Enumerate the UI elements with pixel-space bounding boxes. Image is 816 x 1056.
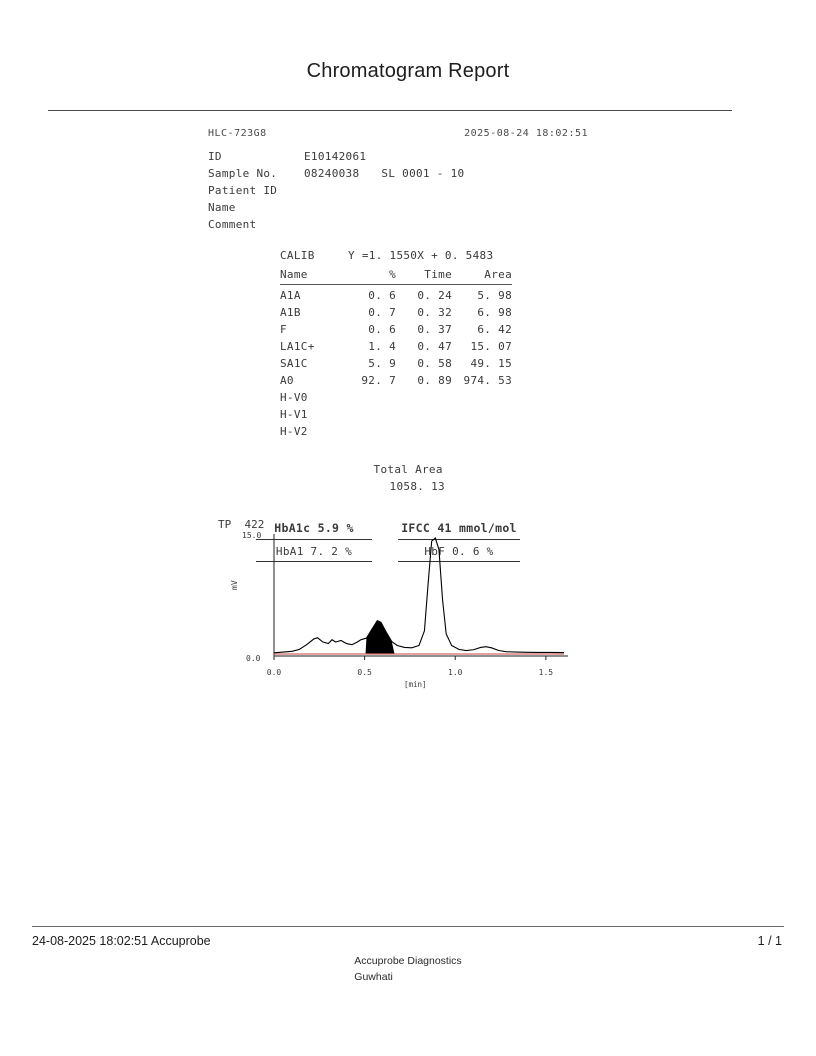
report-header [208, 126, 588, 142]
cell-name: LA1C+ [280, 339, 315, 353]
row-id [208, 148, 588, 165]
calib-label: CALIB [280, 248, 315, 262]
x-tick-label: 0.0 [266, 668, 282, 677]
y-tick-max: 15.0 [242, 531, 262, 540]
cell-time: 0. 47 [417, 339, 452, 353]
col-time: Time [396, 266, 452, 285]
calib-row [280, 247, 526, 264]
cell-pct: 1. 4 [368, 339, 396, 353]
x-tick-marks [274, 656, 546, 660]
cell-pct: 0. 7 [368, 305, 396, 319]
table-row [280, 372, 512, 389]
patient-block [208, 148, 588, 233]
cell-area: 974. 53 [463, 374, 512, 388]
calib-equation: Y =1. 1550X + 0. 5483 [348, 248, 494, 262]
footer-organization [0, 954, 816, 986]
sample-no-extra: SL 0001 - 10 [381, 166, 465, 180]
calibration-block [280, 247, 526, 513]
hbf-result: HbF 0. 6 % [398, 543, 520, 562]
cell-name: SA1C [280, 357, 308, 371]
y-axis-label: mV [230, 580, 239, 590]
cell-pct: 5. 9 [368, 357, 396, 371]
table-row [280, 284, 512, 304]
cell-time: 0. 32 [417, 305, 452, 319]
cell-area: 15. 07 [470, 339, 512, 353]
cell-time: 0. 24 [417, 288, 452, 302]
col-area: Area [452, 266, 512, 285]
id-label: ID [208, 149, 222, 163]
name-label: Name [208, 200, 236, 214]
patient-id-label: Patient ID [208, 183, 278, 197]
chart-title: TP 422 [218, 518, 265, 531]
cell-area: 6. 98 [477, 305, 512, 319]
cell-name: F [280, 322, 287, 336]
signal-trace [274, 538, 564, 653]
sample-no-value: 08240038 [304, 166, 360, 180]
cell-pct [354, 389, 396, 406]
cell-time [396, 389, 452, 406]
footer-org-name: Accuprobe Diagnostics [354, 955, 462, 967]
cell-name: H-V0 [280, 391, 308, 405]
cell-time: 0. 89 [417, 374, 452, 388]
table-row [280, 389, 512, 406]
x-tick-label: 1.5 [538, 668, 554, 677]
cell-name: H-V1 [280, 408, 308, 422]
row-comment [208, 216, 588, 233]
y-tick-min: 0.0 [246, 654, 261, 663]
ifcc-result: IFCC 41 mmol/mol [398, 520, 520, 540]
footer-timestamp: 24-08-2025 18:02:51 Accuprobe [32, 934, 211, 948]
footer-divider [32, 926, 784, 927]
cell-name: A0 [280, 374, 294, 388]
row-name [208, 199, 588, 216]
table-row [280, 321, 512, 338]
cell-pct: 92. 7 [361, 374, 396, 388]
cell-pct: 0. 6 [368, 288, 396, 302]
footer-org-city: Guwhati [354, 970, 393, 983]
table-row [280, 338, 512, 355]
table-header-row [280, 266, 512, 285]
chromatogram [208, 518, 588, 688]
cell-time: 0. 37 [417, 322, 452, 336]
report-datetime: 2025-08-24 18:02:51 [464, 128, 588, 139]
device-model: HLC-723G8 [208, 128, 267, 139]
cell-area: 49. 15 [470, 357, 512, 371]
hba1c-result: HbA1c 5.9 % [256, 520, 372, 540]
cell-time: 0. 58 [417, 357, 452, 371]
total-area-row [332, 444, 526, 512]
title-divider [48, 110, 732, 111]
row-patient-id [208, 182, 588, 199]
total-area-label: Total Area [373, 463, 443, 477]
cell-name: A1B [280, 305, 301, 319]
peak-table [280, 266, 512, 440]
x-tick-label: 0.5 [357, 668, 372, 677]
table-row [280, 423, 512, 440]
footer-page-number: 1 / 1 [757, 934, 782, 948]
cell-pct [354, 406, 396, 423]
hba1-result: HbA1 7. 2 % [256, 543, 372, 562]
cell-pct: 0. 6 [368, 322, 396, 336]
cell-area [452, 389, 512, 406]
x-tick-label: 1.0 [448, 668, 463, 677]
col-pct: % [354, 266, 396, 285]
cell-area [452, 406, 512, 423]
analyzer-report [208, 126, 588, 562]
cell-pct [354, 423, 396, 440]
comment-label: Comment [208, 217, 257, 231]
chromatogram-plot [268, 534, 568, 662]
cell-name: H-V2 [280, 425, 308, 439]
table-row [280, 355, 512, 372]
table-row [280, 304, 512, 321]
cell-time [396, 406, 452, 423]
page-title: Chromatogram Report [306, 60, 510, 82]
cell-name: A1A [280, 288, 301, 302]
sa1c-peak-shade [366, 621, 395, 654]
cell-time [396, 423, 452, 440]
sample-no-label: Sample No. [208, 166, 278, 180]
x-axis-label: [min] [404, 680, 427, 689]
id-value: E10142061 [304, 149, 367, 163]
col-name: Name [280, 266, 354, 285]
table-row [280, 406, 512, 423]
cell-area: 6. 42 [477, 322, 512, 336]
cell-area: 5. 98 [477, 288, 512, 302]
cell-area [452, 423, 512, 440]
row-sample-no [208, 165, 588, 182]
total-area-value: 1058. 13 [389, 480, 445, 494]
